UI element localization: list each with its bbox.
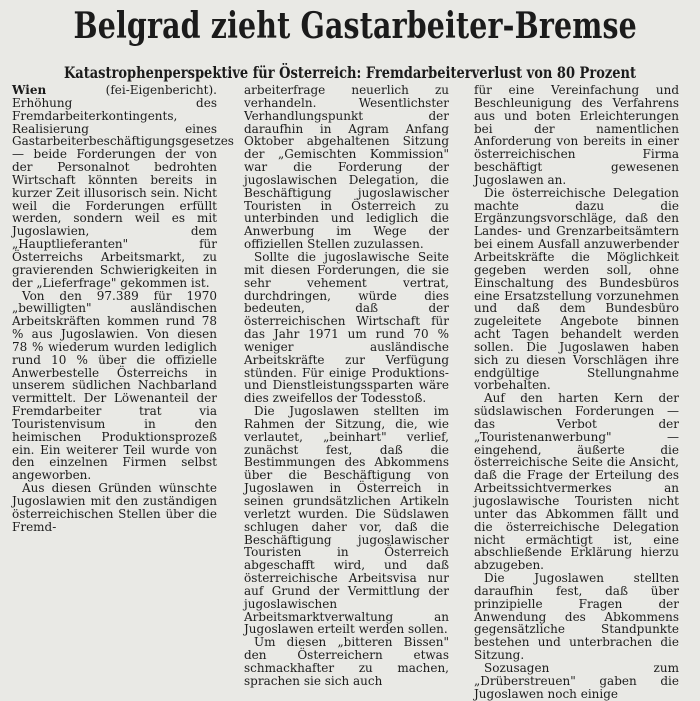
article-column-2 <box>244 83 449 688</box>
paragraph: Die Jugoslawen stellten im Rahmen der Sitzung, die, wie verlautet, „beinhart" verlief, zunächst fest, daß die Bestimmungen des Abkommens über die Beschäftigung von Jugoslawen in Österreich in seinen grundsätzlichen Artikeln verletzt wurden. Die Südslawen schlugen daher vor, daß die Beschäftigung jugoslawischer Touristen in Österreich abgeschafft wird, und daß österreichische Arbeitsvisa nur auf Grund der Vermittlung der jugoslawischen Arbeitsmarktverwaltung an Jugoslawen erteilt werden sollen. <box>244 404 449 637</box>
paragraph: Sozusagen zum „Drüberstreuen" gaben die Jugoslawen noch einige <box>474 660 679 701</box>
paragraph: Die österreichische Delegation machte dazu die Ergänzungsvorschläge, daß den Landes- und Grenzarbeitsämtern bei einem Ausfall anzuwerbender Arbeitskräfte die Möglichkeit gegeben werden soll, ohne Einschaltung des Bundesbüros eine Ersatzstellung vorzunehmen und daß dem Bundesbüro zugeleitete Angebote binnen acht Tagen behandelt werden sollen. Die Jugoslawen haben sich zu diesen Vorschlägen ihre endgültige Stellungnahme vorbehalten. <box>474 185 679 393</box>
paragraph: arbeiterfrage neuerlich zu verhandeln. Wesentlichster Verhandlungspunkt der daraufhin in Agram Anfang Oktober abgehaltenen Sitzung der „Gemischten Kommission" war die Forderung der jugoslawischen Delegation, die Beschäftigung jugoslawischer Touristen in Österreich zu unterbinden und lediglich die Anwerbung im Wege der offiziellen Stellen zuzulassen. <box>244 83 449 252</box>
paragraph: Um diesen „bitteren Bissen" den Österreichern etwas schmackhafter zu machen, sprachen sie sich auch <box>244 635 449 688</box>
article-column-1 <box>12 83 234 584</box>
article-column-3 <box>474 83 679 701</box>
paragraph: Von den 97.389 für 1970 „bewilligten" ausländischen Arbeitskräften kommen rund 78 % aus Jugoslawien. Von diesen 78 % wiederum wurden lediglich rund 10 % über die offizielle Anwerbestelle Österreichs in unserem südlichen Nachbarland vermittelt. Der Löwenanteil der Fremdarbeiter trat via Touristenvisum in den heimischen Produktionsprozeß ein. Ein weiterer Teil wurde von den einzelnen Firmen selbst angeworben. <box>12 288 217 483</box>
paragraph: für eine Vereinfachung und Beschleunigung des Verfahrens aus und boten Erleichterungen bei der namentlichen Anforderung von bereits in einer österreichischen Firma beschäftigt gewesenen Jugoslawen an. <box>474 83 679 187</box>
paragraph: Die Jugoslawen stellten daraufhin fest, daß über prinzipielle Fragen der Anwendung des Abkommens gegensätzliche Standpunkte bestehen und unterbrachen die Sitzung. <box>474 571 679 663</box>
headline: Belgrad zieht Gastarbeiter-Bremse <box>73 5 637 47</box>
paragraph <box>12 83 234 290</box>
paragraph: Aus diesen Gründen wünschte Jugoslawien mit den zuständigen österreichischen Stellen über die Fremd- <box>12 481 217 534</box>
paragraph: Auf den harten Kern der südslawischen Forderungen — das Verbot der „Touristenanwerbung" — eingehend, äußerte die österreichische Seite die Ansicht, daß die Frage der Erteilung des Arbeitssichtvermerkes an jugoslawische Touristen nicht unter das Abkommen fällt und die österreichische Delegation nicht ermächtigt ist, eine abschließende Erklärung hierzu abzugeben. <box>474 391 679 573</box>
paragraph-text: (fei-Eigenbericht). Erhöhung des Fremdarbeiterkontingents, Realisierung eines Gastarbeiterbeschäftigungsgesetzes — beide Forderungen der von der Personalnot bedrohten Wirtschaft könnten bereits in kurzer Zeit illusorisch sein. Nicht weil die Forderungen erfüllt werden, sondern weil es mit Jugoslawien, dem „Hauptlieferanten" für Österreichs Arbeitsmarkt, zu gravierenden Schwierigkeiten in der „Lieferfrage" gekommen ist. <box>12 83 234 290</box>
dateline: Wien <box>12 83 47 97</box>
subheadline: Katastrophenperspektive für Österreich: Fremdarbeiterverlust von 80 Prozent <box>63 63 637 82</box>
paragraph: Sollte die jugoslawische Seite mit diesen Forderungen, die sie sehr vehement vertrat, durchdringen, würde dies bedeuten, daß der österreichischen Wirtschaft für das Jahr 1971 um rund 70 % weniger ausländische Arbeitskräfte zur Verfügung stünden. Für einige Produktions- und Dienstleistungssparten wäre dies zweifellos der Todesstoß. <box>244 249 449 406</box>
